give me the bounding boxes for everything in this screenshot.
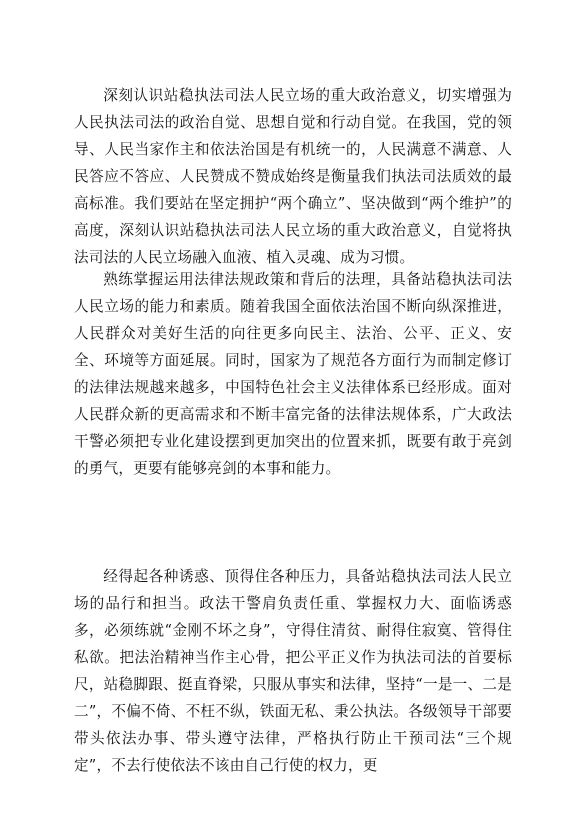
paragraph-2: 熟练掌握运用法律法规政策和背后的法理，具备站稳执法司法人民立场的能力和素质。随着我国全面依法治国不断向纵深推进，人民群众对美好生活的向往更多向民主、法治、公平、正义、安全、环境等方面延展。同时，国家为了规范各方面行为而制定修订的法律法规越来越多，中国特色社会主义法律体系已经形成。面对人民群众新的更高需求和不断丰富完备的法律法规体系，广大政法干警必须把专业化建设摆到更加突出的位置来抓，既要有敢于亮剑的勇气，更要有能够亮剑的本事和能力。 — [74, 271, 512, 477]
paragraph-3: 经得起各种诱惑、顶得住各种压力，具备站稳执法司法人民立场的品行和担当。政法干警肩负责任重、掌握权力大、面临诱惑多，必须练就“金刚不坏之身”，守得住清贫、耐得住寂寞、管得住私欲。把法治精神当作主心骨，把公平正义作为执法司法的首要标尺，站稳脚跟、挺直脊梁，只服从事实和法律，坚持“一是一、二是二”，不偏不倚、不枉不纵，铁面无私、秉公执法。各级领导干部要带头依法办事、带头遵守法律，严格执行防止干预司法“三个规定”，不去行使依法不该由自己行使的权力，更 — [74, 568, 512, 774]
paragraph-1: 深刻认识站稳执法司法人民立场的重大政治意义，切实增强为人民执法司法的政治自觉、思想自觉和行动自觉。在我国，党的领导、人民当家作主和依法治国是有机统一的，人民满意不满意、人民答应不答应、人民赞成不赞成始终是衡量我们执法司法质效的最高标准。我们要站在坚定拥护“两个确立”、坚决做到“两个维护”的高度，深刻认识站稳执法司法人民立场的重大政治意义，自觉将执法司法的人民立场融入血液、植入灵魂、成为习惯。 — [74, 87, 512, 266]
